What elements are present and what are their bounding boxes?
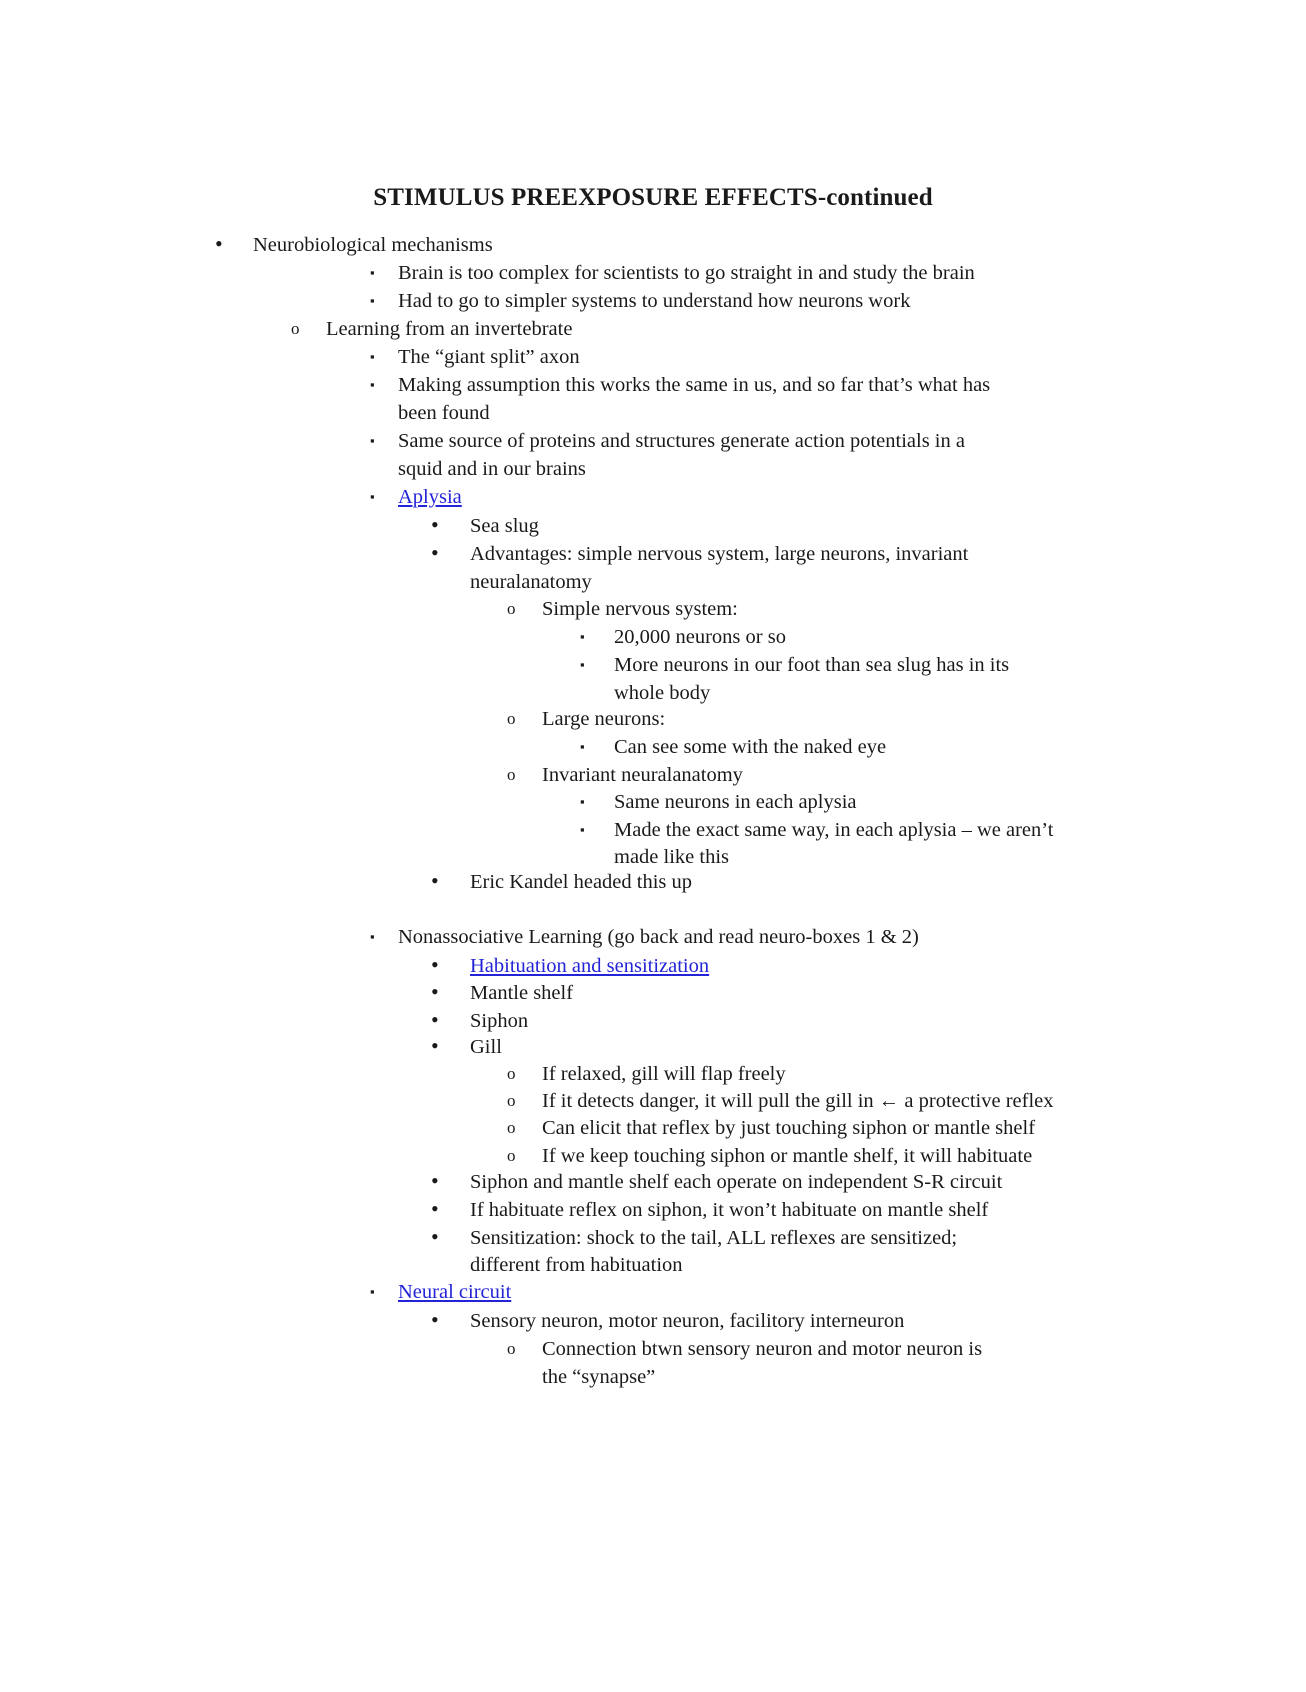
list-item: Siphon <box>470 1010 529 1032</box>
list-item: Sensory neuron, motor neuron, facilitory interneuron <box>470 1310 905 1332</box>
square-marker: ▪ <box>370 1284 375 1299</box>
square-marker: ▪ <box>580 739 585 754</box>
list-item: Had to go to simpler systems to understand how neurons work <box>398 290 911 312</box>
circle-marker: o <box>507 1146 516 1165</box>
square-marker: ▪ <box>580 629 585 644</box>
bullet-marker: • <box>431 952 439 977</box>
bullet-marker: • <box>431 1196 439 1221</box>
square-marker: ▪ <box>370 349 375 364</box>
list-item-continuation: neuralanatomy <box>470 571 592 593</box>
list-item-continuation: been found <box>398 402 490 424</box>
list-item: Eric Kandel headed this up <box>470 871 693 893</box>
circle-marker: o <box>291 319 300 338</box>
list-item: Invariant neuralanatomy <box>542 764 743 786</box>
bullet-marker: • <box>431 1033 439 1058</box>
list-item: If habituate reflex on siphon, it won’t habituate on mantle shelf <box>470 1199 989 1221</box>
bullet-marker: • <box>431 1307 439 1332</box>
square-marker: ▪ <box>370 929 375 944</box>
list-item: Connection btwn sensory neuron and motor neuron is <box>542 1338 983 1360</box>
list-item-continuation: made like this <box>614 846 730 868</box>
list-item: If relaxed, gill will flap freely <box>542 1063 786 1085</box>
list-item-continuation: different from habituation <box>470 1254 683 1276</box>
list-item: Sea slug <box>470 515 539 537</box>
square-marker: ▪ <box>370 377 375 392</box>
list-item: Same source of proteins and structures generate action potentials in a <box>398 430 965 452</box>
list-item-continuation: squid and in our brains <box>398 458 586 480</box>
square-marker: ▪ <box>370 293 375 308</box>
list-item: Large neurons: <box>542 708 666 730</box>
bullet-marker: • <box>431 979 439 1004</box>
circle-marker: o <box>507 599 516 618</box>
circle-marker: o <box>507 765 516 784</box>
list-item: Gill <box>470 1036 502 1058</box>
list-item: Mantle shelf <box>470 982 574 1004</box>
bullet-marker: • <box>431 1224 439 1249</box>
list-item: Neurobiological mechanisms <box>253 234 493 256</box>
bullet-marker: • <box>431 540 439 565</box>
neural-circuit-link[interactable]: Neural circuit <box>398 1281 512 1303</box>
square-marker: ▪ <box>370 433 375 448</box>
square-marker: ▪ <box>580 822 585 837</box>
circle-marker: o <box>507 709 516 728</box>
bullet-marker: • <box>431 1168 439 1193</box>
list-item: Making assumption this works the same in us, and so far that’s what has <box>398 374 991 396</box>
square-marker: ▪ <box>580 657 585 672</box>
bullet-marker: • <box>431 1007 439 1032</box>
list-item: Sensitization: shock to the tail, ALL reflexes are sensitized; <box>470 1227 958 1249</box>
list-item: Siphon and mantle shelf each operate on independent S-R circuit <box>470 1171 1003 1193</box>
list-item: Learning from an invertebrate <box>326 318 573 340</box>
list-item: Simple nervous system: <box>542 598 738 620</box>
list-item-continuation: the “synapse” <box>542 1366 656 1388</box>
habituation-sensitization-link[interactable]: Habituation and sensitization <box>470 955 710 977</box>
bullet-marker: • <box>431 868 439 893</box>
list-item: Can see some with the naked eye <box>614 736 887 758</box>
square-marker: ▪ <box>370 265 375 280</box>
circle-marker: o <box>507 1064 516 1083</box>
list-item: Same neurons in each aplysia <box>614 791 857 813</box>
list-item: Brain is too complex for scientists to go straight in and study the brain <box>398 262 975 284</box>
bullet-marker: • <box>431 512 439 537</box>
circle-marker: o <box>507 1091 516 1110</box>
list-item: Nonassociative Learning (go back and read neuro-boxes 1 & 2) <box>398 926 919 948</box>
list-item: 20,000 neurons or so <box>614 626 786 648</box>
list-item: If it detects danger, it will pull the gill in ← a protective reflex <box>542 1090 1054 1112</box>
list-item-continuation: whole body <box>614 682 711 704</box>
square-marker: ▪ <box>580 794 585 809</box>
list-item: Can elicit that reflex by just touching siphon or mantle shelf <box>542 1117 1036 1139</box>
circle-marker: o <box>507 1339 516 1358</box>
list-item: If we keep touching siphon or mantle shelf, it will habituate <box>542 1145 1033 1167</box>
list-item: Made the exact same way, in each aplysia – we aren’t <box>614 819 1054 841</box>
list-item: The “giant split” axon <box>398 346 580 368</box>
bullet-marker: • <box>215 231 223 256</box>
list-item: More neurons in our foot than sea slug has in its <box>614 654 1010 676</box>
square-marker: ▪ <box>370 489 375 504</box>
list-item: Advantages: simple nervous system, large neurons, invariant <box>470 543 969 565</box>
circle-marker: o <box>507 1118 516 1137</box>
aplysia-link[interactable]: Aplysia <box>398 486 462 508</box>
page-title: STIMULUS PREEXPOSURE EFFECTS-continued <box>373 184 933 211</box>
